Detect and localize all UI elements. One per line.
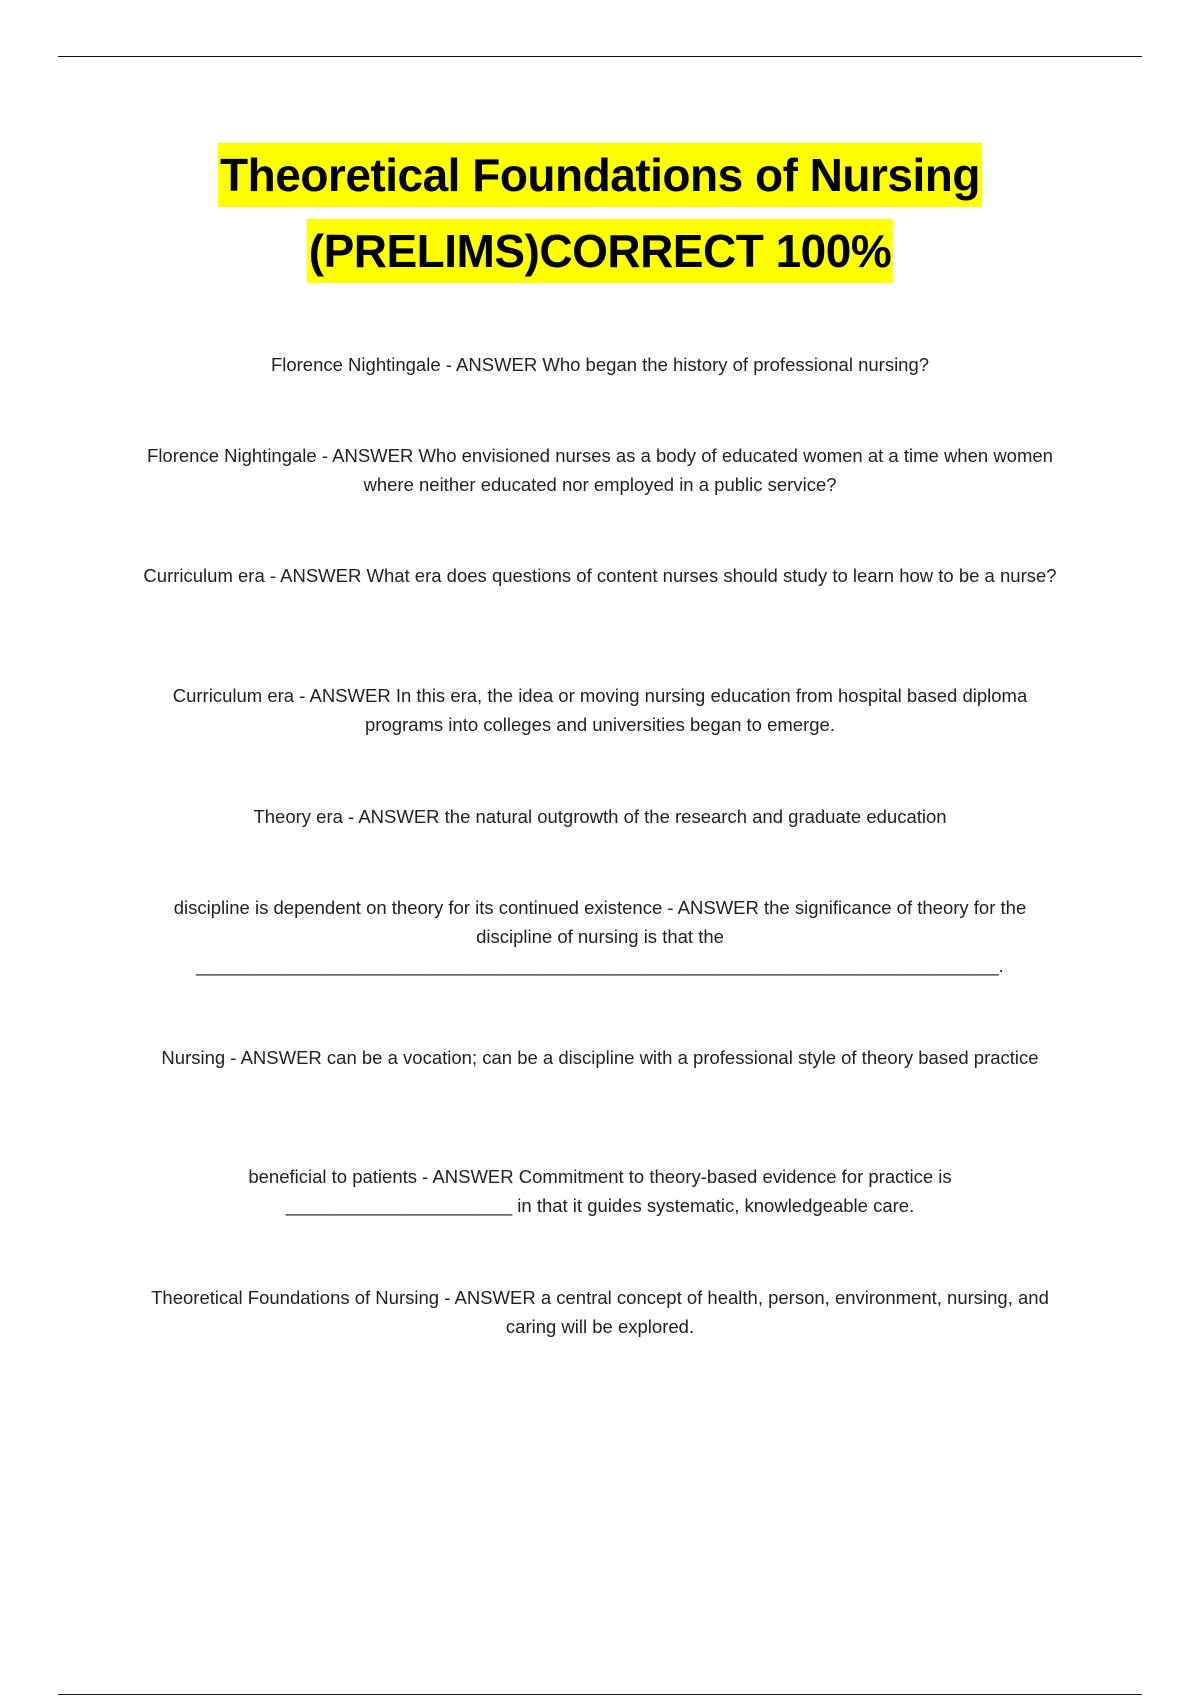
- qa-item: discipline is dependent on theory for its continued existence - ANSWER the significance of theory for the discipline of nursing is that the ______________________________________________________________________________.: [173, 897, 1027, 976]
- qa-item: Nursing - ANSWER can be a vocation; can be a discipline with a professional style of theory based practice: [161, 1047, 1039, 1068]
- qa-item: Florence Nightingale - ANSWER Who envisioned nurses as a body of educated women at a time when women where neither educated nor employed in a public service?: [147, 445, 1053, 495]
- title-line-1: Theoretical Foundations of Nursing: [218, 143, 982, 207]
- document-title: [0, 143, 1200, 295]
- qa-item: Curriculum era - ANSWER What era does questions of content nurses should study to learn how to be a nurse?: [143, 565, 1057, 586]
- top-rule: [58, 56, 1142, 57]
- title-line-2: (PRELIMS)CORRECT 100%: [307, 219, 893, 283]
- qa-item: Theoretical Foundations of Nursing - ANSWER a central concept of health, person, environment, nursing, and caring will be explored.: [151, 1287, 1049, 1337]
- qa-item: Theory era - ANSWER the natural outgrowth of the research and graduate education: [253, 806, 947, 827]
- bottom-rule: [58, 1694, 1142, 1695]
- qa-item: Florence Nightingale - ANSWER Who began the history of professional nursing?: [270, 354, 930, 375]
- qa-item: Curriculum era - ANSWER In this era, the idea or moving nursing education from hospital based diploma programs into colleges and universities began to emerge.: [172, 685, 1028, 735]
- qa-item: beneficial to patients - ANSWER Commitment to theory-based evidence for practice is ______________________ in that it guides systematic, knowledgeable care.: [248, 1166, 952, 1216]
